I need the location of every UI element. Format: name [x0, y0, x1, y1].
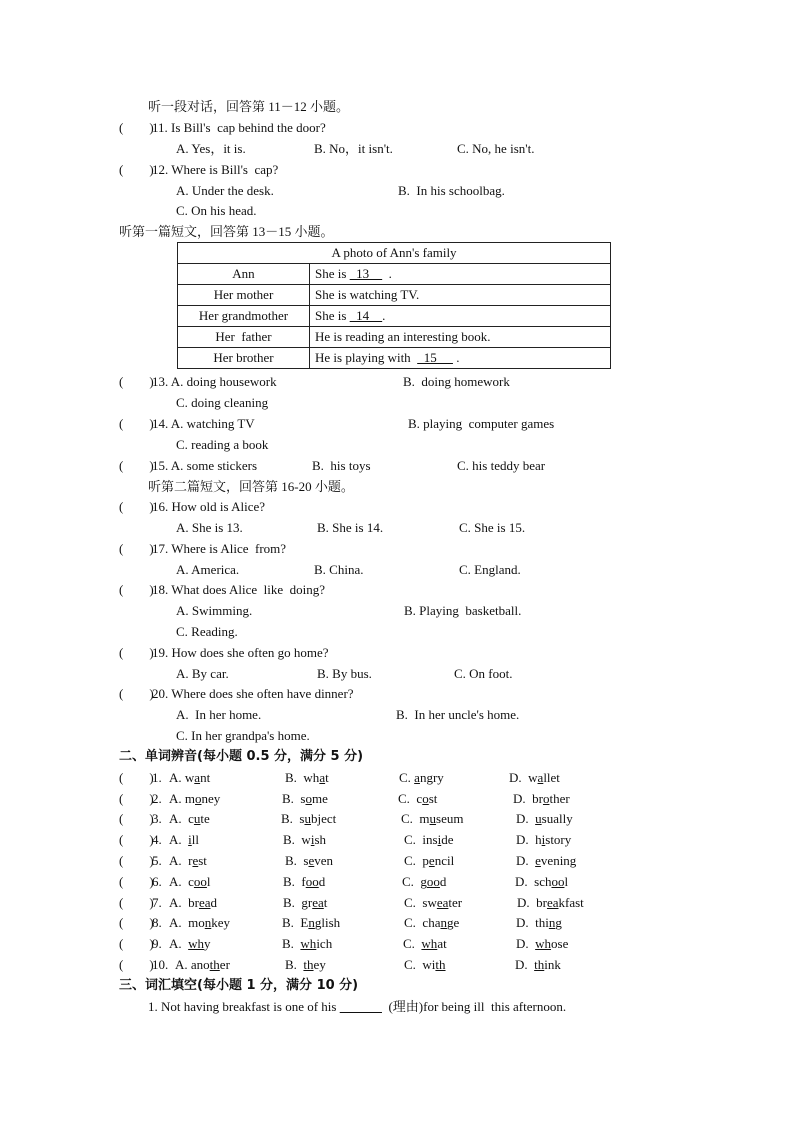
- option-a: A. bread: [169, 895, 218, 910]
- answer-paren[interactable]: ( ): [119, 162, 154, 177]
- table-row: [178, 264, 611, 285]
- option-b: B. She is 14.: [317, 520, 384, 535]
- underlined-letters: o: [195, 791, 202, 806]
- underlined-letters: a: [414, 770, 420, 785]
- section2-title: 二、单词辨音(每小题 0.5 分，满分 5 分): [119, 749, 364, 764]
- option-c: C. his teddy bear: [457, 458, 546, 473]
- option-a: A. another: [175, 957, 230, 972]
- underlined-letters: n: [308, 915, 315, 930]
- option-b: B. what: [285, 770, 329, 785]
- item-number: 9.: [152, 936, 165, 951]
- underlined-letters: th: [534, 957, 545, 972]
- option-b: B. some: [282, 791, 328, 806]
- answer-paren[interactable]: ( ): [119, 458, 154, 473]
- option-b: B. doing homework: [403, 374, 510, 389]
- underlined-letters: wh: [188, 936, 205, 951]
- underlined-letters: n: [204, 915, 212, 930]
- option-b: B. which: [282, 936, 333, 951]
- table-cell-desc: She is 14 .: [310, 306, 611, 327]
- option-d: D. brother: [513, 791, 570, 806]
- answer-paren[interactable]: ( ): [119, 541, 154, 556]
- underlined-letters: i: [310, 832, 315, 847]
- option-c: C. No, he isn't.: [457, 141, 535, 156]
- table-cell-desc: He is playing with 15 .: [310, 348, 611, 369]
- option-a: A. Under the desk.: [176, 183, 274, 198]
- underlined-letters: ea: [436, 895, 449, 910]
- answer-paren[interactable]: ( ): [119, 811, 154, 826]
- option-d: D. whose: [516, 936, 569, 951]
- underlined-letters: a: [537, 770, 544, 785]
- option-a: A. cute: [169, 811, 210, 826]
- item-number: 4.: [152, 832, 165, 847]
- item-number: 10.: [152, 957, 172, 972]
- option-c: C. cost: [398, 791, 438, 806]
- option-c: C. angry: [399, 770, 444, 785]
- option-d: D. thing: [516, 915, 562, 930]
- option-b: B. China.: [314, 562, 364, 577]
- option-b: B. wish: [283, 832, 326, 847]
- option-b: B. subject: [281, 811, 337, 826]
- question-stem: 15. A. some stickers: [152, 458, 258, 473]
- question-stem: 20. Where does she often have dinner?: [152, 686, 354, 701]
- underlined-letters: th: [303, 957, 314, 972]
- option-b: B. Playing basketball.: [404, 603, 522, 618]
- blank-15[interactable]: 15: [417, 350, 453, 365]
- table-cell-who: Her grandmother: [178, 306, 310, 327]
- underlined-letters: o: [542, 791, 550, 806]
- answer-paren[interactable]: ( ): [119, 853, 154, 868]
- option-d: D. think: [515, 957, 561, 972]
- option-c: C. On his head.: [176, 203, 257, 218]
- underlined-letters: u: [304, 811, 311, 826]
- table-cell-desc: He is reading an interesting book.: [310, 327, 611, 348]
- underlined-letters: oo: [551, 874, 565, 889]
- option-b: B. English: [282, 915, 341, 930]
- blank-13[interactable]: 13: [349, 266, 383, 281]
- option-b: B. his toys: [312, 458, 371, 473]
- table-cell-who: Ann: [178, 264, 310, 285]
- table-row: [178, 348, 611, 369]
- answer-paren[interactable]: ( ): [119, 499, 154, 514]
- option-b: B. great: [283, 895, 328, 910]
- option-a: A. In her home.: [176, 707, 262, 722]
- question-stem: 11. Is Bill's cap behind the door?: [152, 120, 326, 135]
- option-b: B. In her uncle's home.: [396, 707, 520, 722]
- answer-paren[interactable]: ( ): [119, 120, 154, 135]
- underlined-letters: n: [440, 915, 447, 930]
- question-stem: 19. How does she often go home?: [152, 645, 329, 660]
- option-a: A. monkey: [169, 915, 231, 930]
- item-number: 7.: [152, 895, 165, 910]
- option-c: C. pencil: [404, 853, 455, 868]
- underlined-letters: wh: [300, 936, 317, 951]
- option-c: C. doing cleaning: [176, 395, 269, 410]
- answer-paren[interactable]: ( ): [119, 686, 154, 701]
- option-b: B. playing computer games: [408, 416, 555, 431]
- underlined-letters: th: [435, 957, 446, 972]
- answer-paren[interactable]: ( ): [119, 832, 154, 847]
- answer-paren[interactable]: ( ): [119, 374, 154, 389]
- option-c: C. museum: [401, 811, 464, 826]
- item-number: 3.: [152, 811, 165, 826]
- option-b: B. seven: [285, 853, 334, 868]
- item-number: 2.: [152, 791, 165, 806]
- option-a: A. why: [169, 936, 211, 951]
- option-a: A. cool: [169, 874, 211, 889]
- option-c: C. Reading.: [176, 624, 238, 639]
- option-d: D. school: [515, 874, 569, 889]
- question-stem: 14. A. watching TV: [152, 416, 255, 431]
- table-cell-who: Her father: [178, 327, 310, 348]
- item-number: 8.: [152, 915, 165, 930]
- underlined-letters: i: [437, 832, 442, 847]
- underlined-letters: n: [548, 915, 556, 930]
- underlined-letters: e: [308, 853, 315, 868]
- answer-paren[interactable]: ( ): [119, 416, 154, 431]
- underlined-letters: e: [428, 853, 435, 868]
- underlined-letters: u: [429, 811, 437, 826]
- option-d: D. evening: [516, 853, 577, 868]
- family-table: [177, 242, 611, 369]
- underlined-letters: oo: [305, 874, 319, 889]
- answer-paren[interactable]: ( ): [119, 895, 154, 910]
- underlined-letters: i: [541, 832, 546, 847]
- table-cell-who: Her mother: [178, 285, 310, 306]
- underlined-letters: wh: [535, 936, 552, 951]
- option-c: C. On foot.: [454, 666, 513, 681]
- table-cell-who: Her brother: [178, 348, 310, 369]
- answer-paren[interactable]: ( ): [119, 957, 154, 972]
- option-c: C. change: [404, 915, 460, 930]
- answer-paren[interactable]: ( ): [119, 874, 154, 889]
- option-b: B. they: [285, 957, 326, 972]
- option-c: C. reading a book: [176, 437, 269, 452]
- option-a: A. money: [169, 791, 221, 806]
- option-a: A. want: [169, 770, 211, 785]
- answer-paren[interactable]: ( ): [119, 582, 154, 597]
- underlined-letters: i: [188, 832, 192, 847]
- item-number: 6.: [152, 874, 165, 889]
- underlined-letters: ea: [198, 895, 211, 910]
- question-stem: 18. What does Alice like doing?: [152, 582, 326, 597]
- table-row: [178, 285, 611, 306]
- option-c: C. She is 15.: [459, 520, 526, 535]
- underlined-letters: e: [192, 853, 199, 868]
- option-b: B. By bus.: [317, 666, 372, 681]
- blank-14[interactable]: 14: [349, 308, 383, 323]
- option-a: A. She is 13.: [176, 520, 243, 535]
- option-d: D. history: [516, 832, 572, 847]
- option-d: D. wallet: [509, 770, 560, 785]
- underlined-letters: a: [194, 770, 201, 785]
- option-b: B. food: [283, 874, 326, 889]
- answer-paren[interactable]: ( ): [119, 936, 154, 951]
- item-number: 1.: [152, 770, 165, 785]
- option-c: C. In her grandpa's home.: [176, 728, 310, 743]
- section3-title: 三、词汇填空(每小题 1 分，满分 10 分): [119, 978, 359, 993]
- option-a: A. America.: [176, 562, 240, 577]
- option-c: C. England.: [459, 562, 521, 577]
- underlined-letters: o: [422, 791, 429, 806]
- underlined-letters: ea: [546, 895, 559, 910]
- option-c: C. sweater: [404, 895, 463, 910]
- table-cell-desc: She is 13 .: [310, 264, 611, 285]
- underlined-letters: oo: [193, 874, 207, 889]
- option-a: A. Swimming.: [176, 603, 253, 618]
- passage2-instruction: 听第二篇短文，回答第 16-20 小题。: [148, 479, 354, 494]
- option-a: A. rest: [169, 853, 207, 868]
- option-d: D. usually: [516, 811, 573, 826]
- option-c: C. with: [404, 957, 446, 972]
- underlined-letters: e: [535, 853, 541, 868]
- underlined-letters: oo: [426, 874, 440, 889]
- answer-paren[interactable]: ( ): [119, 645, 154, 660]
- fill-question-1: 1. Not having breakfast is one of his (理由)for being ill this afternoon.: [148, 999, 567, 1014]
- underlined-letters: u: [535, 811, 542, 826]
- answer-paren[interactable]: ( ): [119, 791, 154, 806]
- passage1-instruction: 听第一篇短文，回答第 13－15 小题。: [119, 224, 334, 239]
- answer-paren[interactable]: ( ): [119, 770, 154, 785]
- table-row: [178, 327, 611, 348]
- option-a: A. By car.: [176, 666, 229, 681]
- question-stem: 16. How old is Alice?: [152, 499, 266, 514]
- option-b: B. In his schoolbag.: [398, 183, 505, 198]
- underlined-letters: a: [319, 770, 326, 785]
- option-c: C. good: [402, 874, 447, 889]
- underlined-letters: th: [209, 957, 220, 972]
- item-number: 5.: [152, 853, 165, 868]
- option-d: D. breakfast: [517, 895, 584, 910]
- underlined-letters: wh: [421, 936, 438, 951]
- fill-blank[interactable]: [340, 999, 382, 1014]
- option-c: C. what: [403, 936, 447, 951]
- option-a: A. Yes，it is.: [176, 141, 246, 156]
- option-a: A. ill: [169, 832, 199, 847]
- underlined-letters: o: [305, 791, 312, 806]
- table-row: [178, 306, 611, 327]
- answer-paren[interactable]: ( ): [119, 915, 154, 930]
- underlined-letters: ea: [312, 895, 324, 910]
- question-stem: 17. Where is Alice from?: [152, 541, 287, 556]
- table-cell-desc: She is watching TV.: [310, 285, 611, 306]
- underlined-letters: u: [193, 811, 201, 826]
- question-stem: 13. A. doing housework: [152, 374, 277, 389]
- question-stem: 12. Where is Bill's cap?: [152, 162, 279, 177]
- table-caption: A photo of Ann's family: [178, 243, 611, 264]
- option-c: C. inside: [404, 832, 454, 847]
- dialog-instruction: 听一段对话，回答第 11－12 小题。: [148, 99, 350, 114]
- option-b: B. No，it isn't.: [314, 141, 393, 156]
